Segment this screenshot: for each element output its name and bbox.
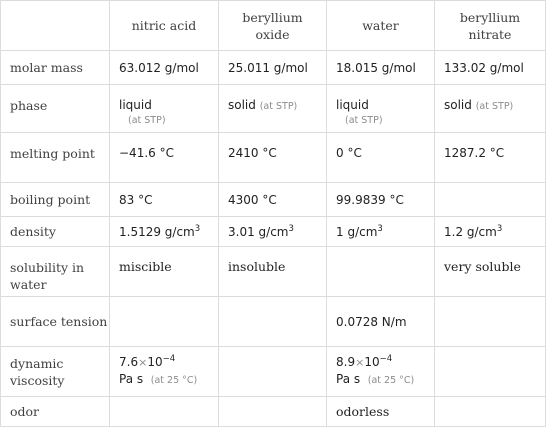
viscosity-unit: Pa s bbox=[119, 372, 144, 386]
cell-phase-beryllium-oxide bbox=[219, 85, 327, 133]
cell-viscosity-beryllium-nitrate bbox=[435, 347, 546, 397]
cell-surface-tension-water: 0.0728 N/m bbox=[327, 297, 435, 347]
phase-note: (at STP) bbox=[259, 101, 298, 112]
col-header-water: water bbox=[327, 1, 435, 51]
cell-molar-mass-nitric-acid: 63.012 g/mol bbox=[110, 51, 219, 85]
density-exponent: 3 bbox=[377, 223, 383, 234]
cell-density-beryllium-oxide bbox=[219, 217, 327, 247]
density-value: 3.01 g/cm bbox=[228, 224, 289, 239]
density-value: 1.5129 g/cm bbox=[119, 224, 195, 239]
row-density bbox=[1, 217, 546, 247]
density-value: 1.2 g/cm bbox=[444, 224, 497, 239]
cell-boiling-point-water: 99.9839 °C bbox=[327, 183, 435, 217]
row-boiling-point bbox=[1, 183, 546, 217]
cell-viscosity-beryllium-oxide bbox=[219, 347, 327, 397]
cell-odor-beryllium-oxide bbox=[219, 397, 327, 427]
row-label-dynamic-viscosity: dynamic viscosity bbox=[1, 347, 110, 397]
cell-solubility-beryllium-nitrate: very soluble bbox=[435, 247, 546, 297]
viscosity-number: $7.6\times 10^{-4}$ bbox=[119, 354, 176, 369]
row-surface-tension bbox=[1, 297, 546, 347]
cell-solubility-nitric-acid: miscible bbox=[110, 247, 219, 297]
row-label-molar-mass: molar mass bbox=[1, 51, 110, 85]
col-header-beryllium-nitrate: beryllium nitrate bbox=[435, 1, 546, 51]
cell-surface-tension-beryllium-oxide bbox=[219, 297, 327, 347]
cell-odor-water: odorless bbox=[327, 397, 435, 427]
cell-melting-point-nitric-acid: −41.6 °C bbox=[110, 133, 219, 183]
cell-surface-tension-beryllium-nitrate bbox=[435, 297, 546, 347]
cell-phase-nitric-acid bbox=[110, 85, 219, 133]
row-label-phase: phase bbox=[1, 85, 110, 133]
phase-note: (at STP) bbox=[128, 115, 166, 126]
density-exponent: 3 bbox=[288, 223, 294, 234]
viscosity-note: (at 25 °C) bbox=[150, 375, 198, 386]
viscosity-unit-line bbox=[119, 371, 218, 389]
row-phase bbox=[1, 85, 546, 133]
cell-boiling-point-nitric-acid: 83 °C bbox=[110, 183, 219, 217]
viscosity-number: $8.9\times 10^{-4}$ bbox=[336, 354, 393, 369]
viscosity-unit-line bbox=[336, 371, 434, 389]
cell-density-water bbox=[327, 217, 435, 247]
row-label-surface-tension: surface tension bbox=[1, 297, 110, 347]
row-label-density: density bbox=[1, 217, 110, 247]
cell-molar-mass-beryllium-nitrate: 133.02 g/mol bbox=[435, 51, 546, 85]
phase-note: (at STP) bbox=[475, 101, 514, 112]
header-row bbox=[1, 1, 546, 51]
cell-surface-tension-nitric-acid bbox=[110, 297, 219, 347]
cell-solubility-beryllium-oxide: insoluble bbox=[219, 247, 327, 297]
cell-melting-point-water: 0 °C bbox=[327, 133, 435, 183]
cell-viscosity-water bbox=[327, 347, 435, 397]
cell-phase-water bbox=[327, 85, 435, 133]
cell-density-beryllium-nitrate bbox=[435, 217, 546, 247]
viscosity-note: (at 25 °C) bbox=[367, 375, 415, 386]
cell-boiling-point-beryllium-oxide: 4300 °C bbox=[219, 183, 327, 217]
row-label-solubility: solubility in water bbox=[1, 247, 110, 297]
row-label-melting-point: melting point bbox=[1, 133, 110, 183]
cell-odor-beryllium-nitrate bbox=[435, 397, 546, 427]
col-header-nitric-acid: nitric acid bbox=[110, 1, 219, 51]
row-melting-point bbox=[1, 133, 546, 183]
density-value: 1 g/cm bbox=[336, 224, 378, 239]
cell-molar-mass-beryllium-oxide: 25.011 g/mol bbox=[219, 51, 327, 85]
corner-cell bbox=[1, 1, 110, 51]
density-exponent: 3 bbox=[194, 223, 201, 234]
cell-viscosity-nitric-acid bbox=[110, 347, 219, 397]
row-label-odor: odor bbox=[1, 397, 110, 427]
cell-solubility-water bbox=[327, 247, 435, 297]
phase-value: liquid bbox=[336, 98, 369, 112]
phase-value: solid bbox=[444, 98, 472, 112]
phase-value: solid bbox=[228, 98, 256, 112]
cell-molar-mass-water: 18.015 g/mol bbox=[327, 51, 435, 85]
cell-melting-point-beryllium-nitrate: 1287.2 °C bbox=[435, 133, 546, 183]
density-exponent: 3 bbox=[496, 223, 503, 234]
row-molar-mass bbox=[1, 51, 546, 85]
row-odor bbox=[1, 397, 546, 427]
col-header-beryllium-oxide: beryllium oxide bbox=[219, 1, 327, 51]
cell-boiling-point-beryllium-nitrate bbox=[435, 183, 546, 217]
phase-value: liquid bbox=[119, 98, 152, 112]
row-solubility bbox=[1, 247, 546, 297]
cell-odor-nitric-acid bbox=[110, 397, 219, 427]
row-dynamic-viscosity bbox=[1, 347, 546, 397]
viscosity-unit: Pa s bbox=[336, 372, 361, 386]
cell-phase-beryllium-nitrate bbox=[435, 85, 546, 133]
cell-melting-point-beryllium-oxide: 2410 °C bbox=[219, 133, 327, 183]
row-label-boiling-point: boiling point bbox=[1, 183, 110, 217]
phase-note: (at STP) bbox=[345, 115, 383, 126]
cell-density-nitric-acid bbox=[110, 217, 219, 247]
